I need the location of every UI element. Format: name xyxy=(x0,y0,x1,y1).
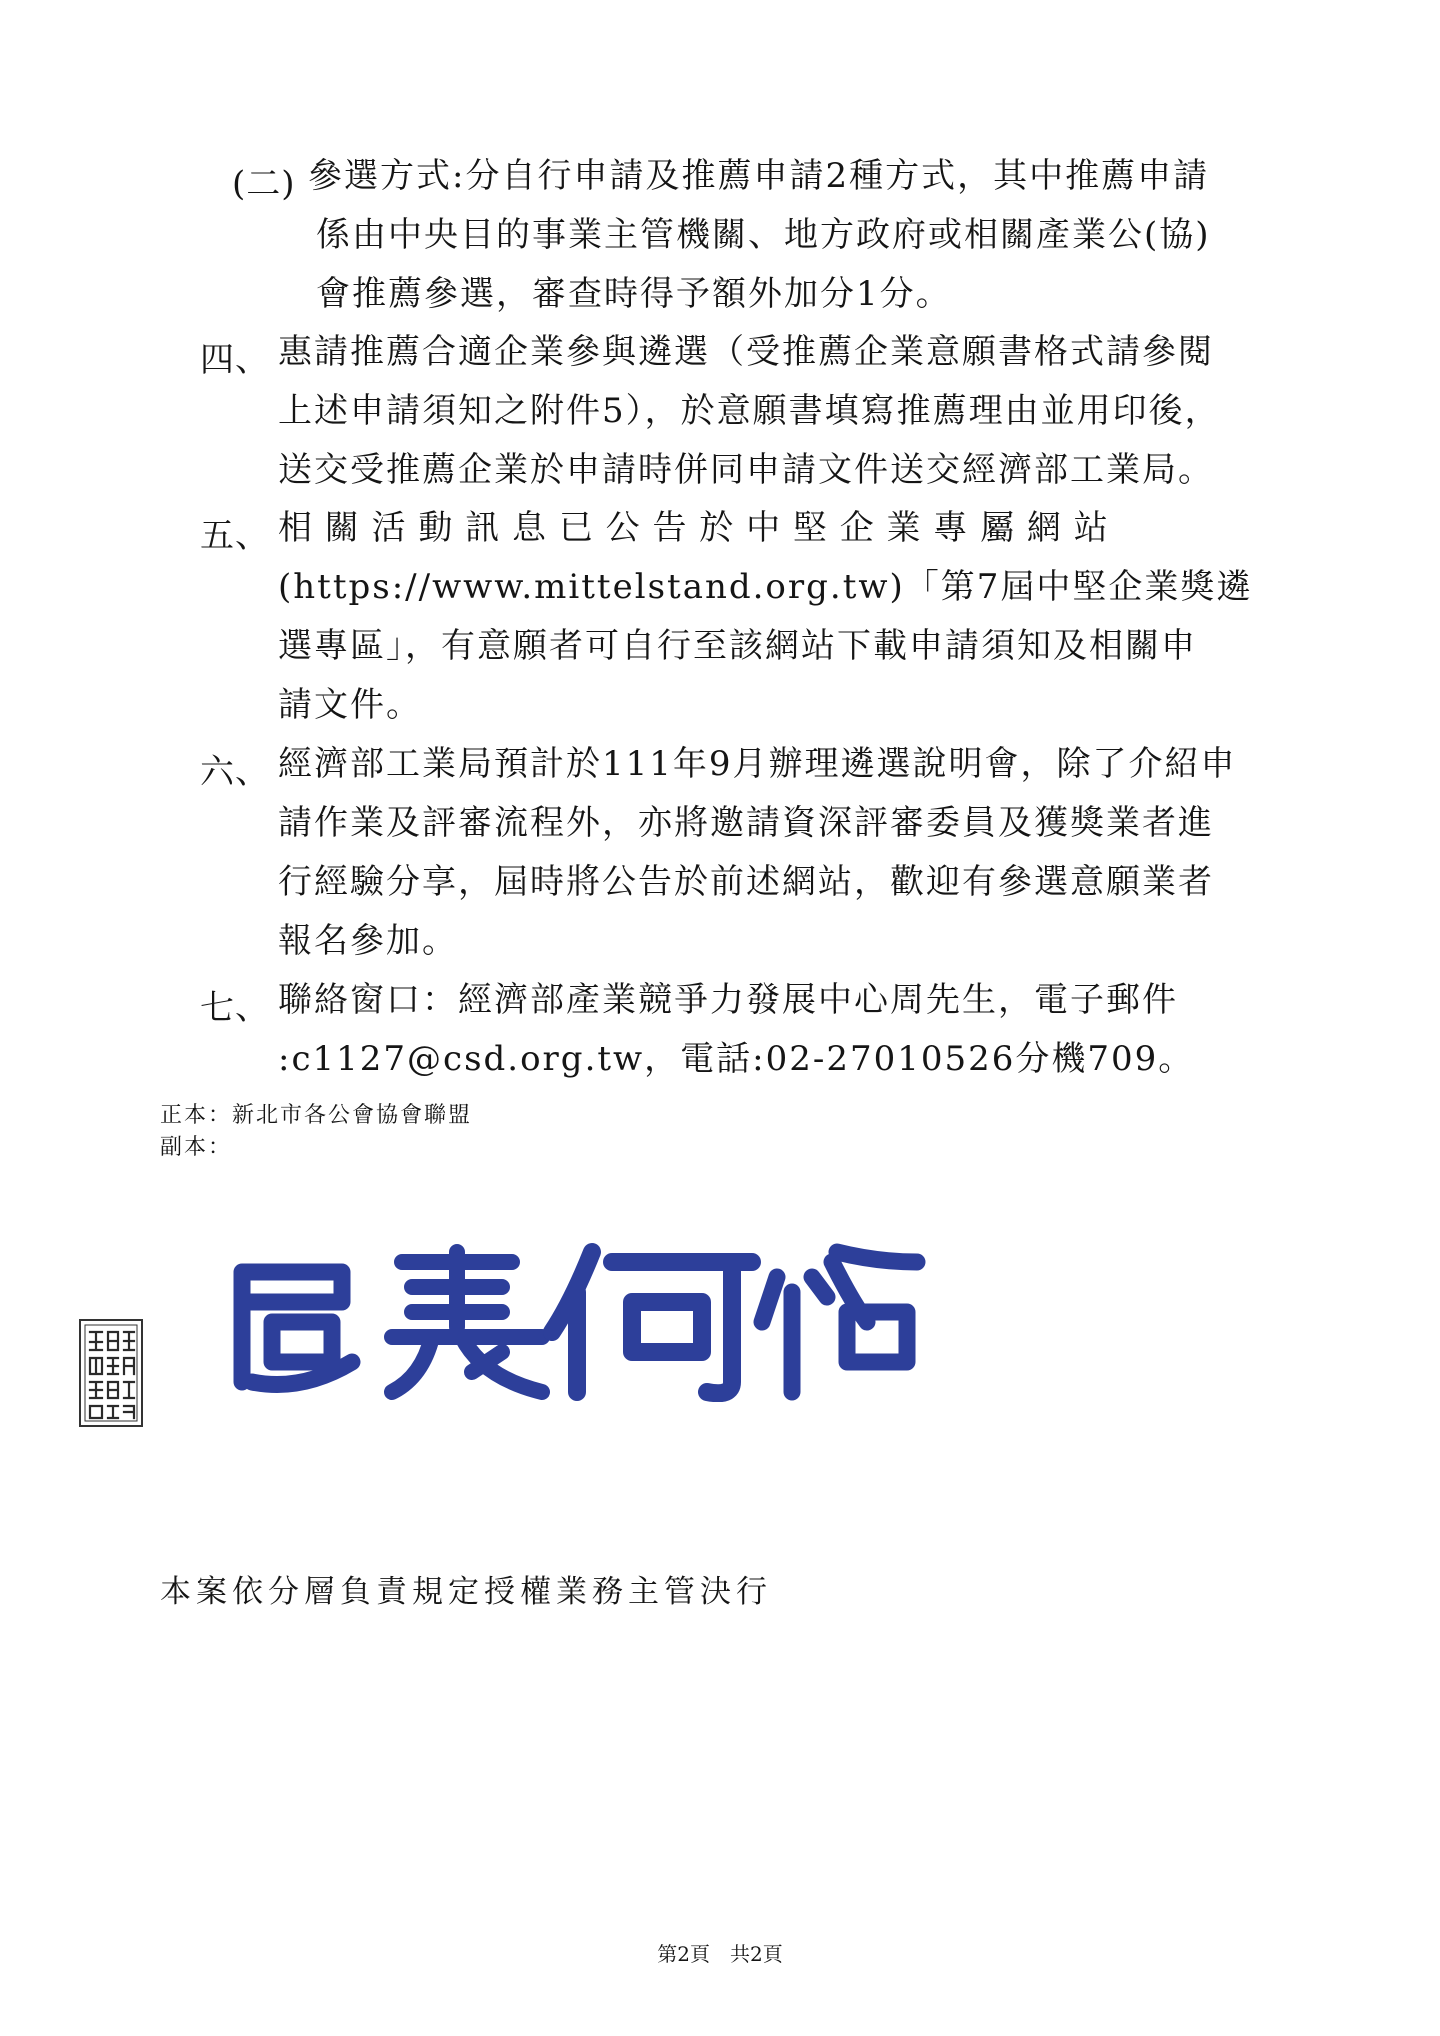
section-4-line-2: 上述申請須知之附件5），於意願書填寫推薦理由並用印後， xyxy=(278,391,1221,431)
section-6-line-4: 報名參加。 xyxy=(278,921,458,961)
official-seal-stamp xyxy=(78,1318,144,1428)
section-2-line-1: 參選方式:分自行申請及推薦申請2種方式，其中推薦申請 xyxy=(308,156,1210,196)
section-4-line-3: 送交受推薦企業於申請時併同申請文件送交經濟部工業局。 xyxy=(278,450,1214,490)
section-5-line-1: 相 關 活 動 訊 息 已 公 告 於 中 堅 企 業 專 屬 網 站 xyxy=(278,508,1109,548)
section-6-line-1: 經濟部工業局預計於111年9月辦理遴選說明會，除了介紹申 xyxy=(278,744,1237,784)
main-recipient-label: 正本：新北市各公會協會聯盟 xyxy=(160,1103,473,1128)
section-5-line-3: 選專區」，有意願者可自行至該網站下載申請須知及相關申 xyxy=(278,626,1197,666)
section-6-marker: 六、 xyxy=(200,752,270,792)
copy-recipient-label: 副本： xyxy=(160,1135,233,1160)
section-5-line-4: 請文件。 xyxy=(278,685,422,725)
section-2-marker: (二) xyxy=(232,164,296,204)
director-signature-stamp xyxy=(232,1232,952,1402)
section-4-line-1: 惠請推薦合適企業參與遴選（受推薦企業意願書格式請參閱 xyxy=(278,332,1214,372)
section-2-line-3: 會推薦參選，審查時得予額外加分1分。 xyxy=(316,274,952,314)
section-7-marker: 七、 xyxy=(200,988,270,1028)
delegation-note: 本案依分層負責規定授權業務主管決行 xyxy=(160,1574,772,1610)
section-6-line-2: 請作業及評審流程外，亦將邀請資深評審委員及獲獎業者進 xyxy=(278,803,1214,843)
section-5-line-2: (https://www.mittelstand.org.tw)「第7屆中堅企業獎遴 xyxy=(278,567,1253,607)
section-7-line-2: :c1127@csd.org.tw，電話:02-27010526分機709。 xyxy=(278,1039,1195,1079)
section-2-line-2: 係由中央目的事業主管機關、地方政府或相關產業公(協) xyxy=(316,215,1211,255)
section-5-marker: 五、 xyxy=(200,516,270,556)
section-4-marker: 四、 xyxy=(200,340,270,380)
page-number: 第2頁 共2頁 xyxy=(657,1942,783,1966)
section-7-line-1: 聯絡窗口：經濟部產業競爭力發展中心周先生，電子郵件 xyxy=(278,980,1178,1020)
section-6-line-3: 行經驗分享，屆時將公告於前述網站，歡迎有參選意願業者 xyxy=(278,862,1214,902)
